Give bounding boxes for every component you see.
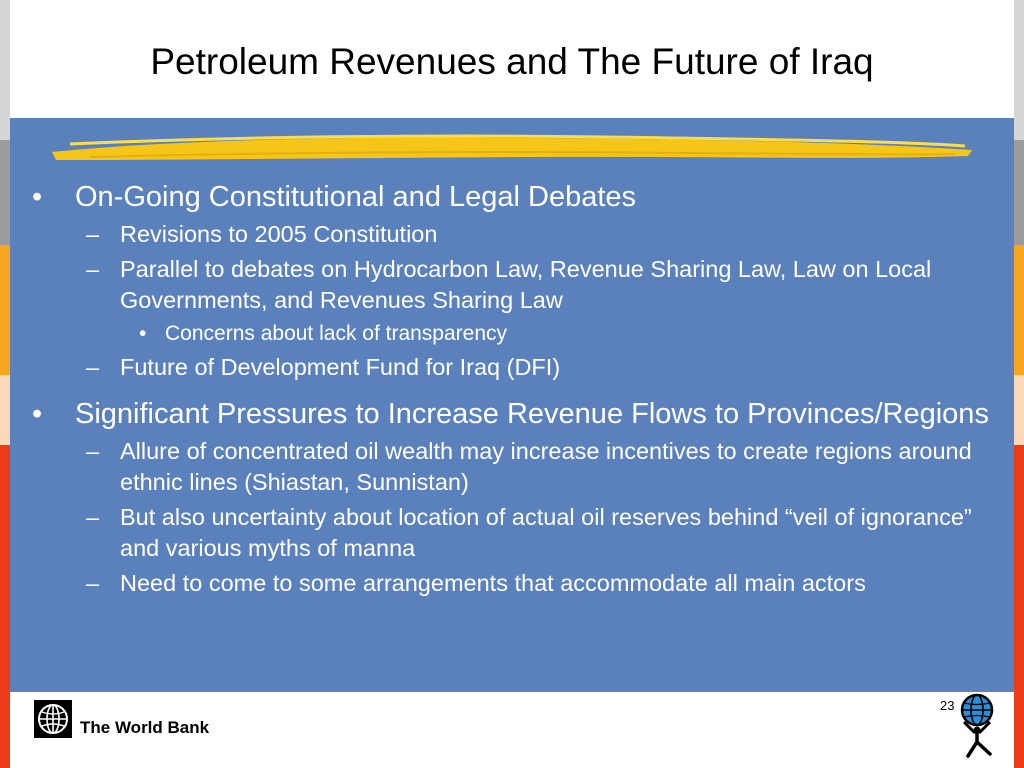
yellow-brush-stroke: [50, 130, 974, 166]
bullet-text: Parallel to debates on Hydrocarbon Law, Revenue Sharing Law, Law on Local Governments, and Revenues Sharing Law: [120, 256, 932, 313]
bullet-text: Revisions to 2005 Constitution: [120, 221, 438, 247]
bullet-level2: [32, 568, 992, 599]
bullet-marker: –: [86, 570, 100, 596]
bullet-marker: –: [86, 221, 100, 247]
left-edge-stripes: [0, 0, 10, 768]
bullet-text: But also uncertainty about location of actual oil reserves behind “veil of ignorance” and various myths of manna: [120, 504, 972, 561]
slide-title: Petroleum Revenues and The Future of Iraq: [150, 41, 874, 82]
title-area: [10, 0, 1014, 118]
bullet-level2: [32, 502, 992, 564]
bullet-marker: •: [32, 398, 43, 430]
bullet-marker: –: [86, 256, 100, 282]
bullet-level2: [32, 352, 992, 383]
bullet-list: [32, 175, 992, 599]
bullet-marker: –: [86, 504, 100, 530]
organization-name: The World Bank: [80, 718, 210, 737]
bullet-level1: [32, 179, 992, 215]
bullet-text: Allure of concentrated oil wealth may increase incentives to create regions around ethnic lines (Shiastan, Sunnistan): [120, 438, 972, 495]
bullet-marker: –: [86, 438, 100, 464]
bullet-text: Future of Development Fund for Iraq (DFI): [120, 354, 561, 380]
right-edge-stripes: [1014, 0, 1024, 768]
bullet-text: Need to come to some arrangements that accommodate all main actors: [120, 570, 866, 596]
bullet-marker: •: [32, 181, 43, 213]
bullet-level2: [32, 436, 992, 498]
bullet-level3: [32, 320, 992, 348]
bullet-text: On-Going Constitutional and Legal Debates: [75, 181, 637, 213]
bullet-level2: [32, 254, 992, 316]
atlas-globe-icon: [950, 692, 1002, 758]
world-bank-globe-icon: [34, 700, 72, 738]
bullet-marker: –: [86, 354, 100, 380]
bullet-level1: [32, 396, 992, 432]
bullet-level2: [32, 219, 992, 250]
bullet-text: Significant Pressures to Increase Revenue Flows to Provinces/Regions: [75, 398, 989, 430]
bullet-text: Concerns about lack of transparency: [165, 322, 508, 345]
page-number: 23: [940, 698, 955, 713]
bullet-marker: •: [139, 322, 147, 345]
